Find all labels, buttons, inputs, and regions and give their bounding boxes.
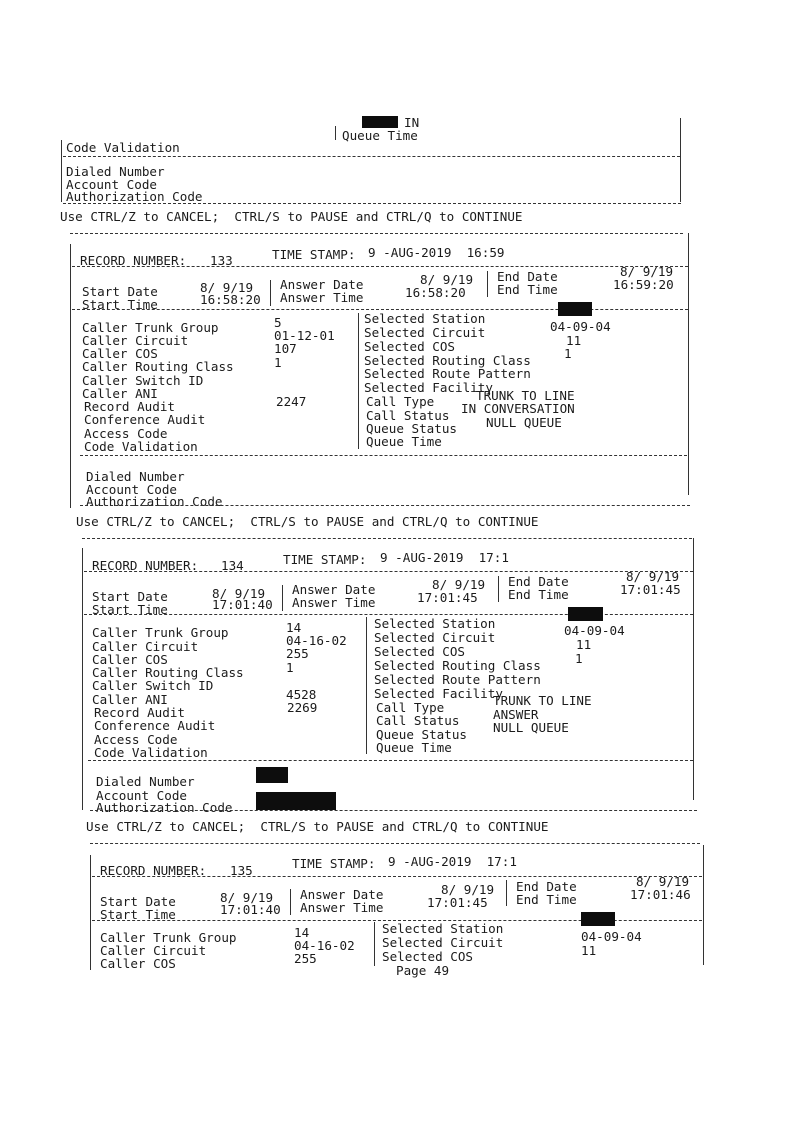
selected-routing-class-value: 1 — [575, 651, 583, 666]
column-divider — [487, 271, 488, 297]
dialed-number-label: Dialed Number — [86, 469, 185, 484]
redaction-block — [581, 912, 615, 926]
selected-cos-value: 11 — [581, 943, 597, 958]
queue-status-value: NULL QUEUE — [493, 720, 569, 735]
answer-date-label: Answer Date — [280, 277, 364, 292]
selected-cos-value: 11 — [576, 637, 592, 652]
record-number-label: RECORD NUMBER: — [100, 863, 207, 878]
box-right-edge — [703, 845, 704, 965]
caller-ani-label: Caller ANI — [82, 386, 158, 401]
selected-routing-class-value: 1 — [564, 346, 572, 361]
call-type-value: TRUNK TO LINE — [493, 693, 592, 708]
selected-station-label: Selected Station — [374, 616, 496, 631]
start-time-value: 17:01:40 — [220, 902, 281, 917]
divider-line — [84, 571, 693, 572]
start-time-value: 16:58:20 — [200, 292, 261, 307]
page-number: Page 49 — [396, 963, 450, 978]
selected-station-label: Selected Station — [382, 921, 504, 936]
end-time-label: End Time — [508, 587, 569, 602]
access-code-label: Access Code — [94, 732, 178, 747]
answer-date-value: 8/ 9/19 — [432, 577, 486, 592]
selected-circuit-value: 04-09-04 — [581, 929, 642, 944]
answer-time-label: Answer Time — [300, 900, 384, 915]
start-time-label: Start Time — [92, 602, 168, 617]
column-divider — [366, 617, 367, 754]
selected-route-pattern-label: Selected Route Pattern — [364, 366, 531, 381]
divider-line — [80, 505, 690, 506]
caller-cos-value: 255 — [286, 646, 309, 661]
caller-routing-class-label: Caller Routing Class — [82, 359, 234, 374]
access-code-label: Access Code — [84, 426, 168, 441]
caller-cos-label: Caller COS — [82, 346, 158, 361]
call-status-label: Call Status — [366, 408, 450, 423]
caller-routing-class-label: Caller Routing Class — [92, 665, 244, 680]
queue-status-value: NULL QUEUE — [486, 415, 562, 430]
divider-line — [82, 538, 692, 539]
caller-circuit-value: 01-12-01 — [274, 328, 335, 343]
authorization-code-label: Authorization Code — [66, 189, 203, 204]
call-status-label: Call Status — [376, 713, 460, 728]
selected-cos-label: Selected COS — [364, 339, 455, 354]
column-divider — [335, 126, 336, 140]
end-date-label: End Date — [516, 879, 577, 894]
selected-routing-class-label: Selected Routing Class — [364, 353, 531, 368]
box-right-edge — [688, 233, 689, 495]
selected-circuit-label: Selected Circuit — [364, 325, 486, 340]
caller-switch-id-label: Caller Switch ID — [92, 678, 214, 693]
caller-circuit-value: 04-16-02 — [286, 633, 347, 648]
end-date-value: 8/ 9/19 — [620, 264, 674, 279]
divider-line — [63, 203, 681, 204]
answer-time-value: 17:01:45 — [427, 895, 488, 910]
column-divider — [270, 280, 271, 306]
divider-line — [88, 760, 693, 761]
end-time-label: End Time — [516, 892, 577, 907]
caller-routing-class-value: 1 — [286, 660, 294, 675]
start-date-label: Start Date — [100, 894, 176, 909]
record-number-value: 133 — [210, 253, 233, 268]
start-date-value: 8/ 9/19 — [220, 890, 274, 905]
selected-facility-label: Selected Facility — [374, 686, 503, 701]
caller-trunk-group-value: 14 — [294, 925, 310, 940]
redacted-in-suffix: IN — [404, 115, 420, 130]
record-number-value: 135 — [230, 863, 253, 878]
answer-date-value: 8/ 9/19 — [420, 272, 474, 287]
time-stamp-label: TIME STAMP: — [292, 856, 376, 871]
caller-trunk-group-value: 5 — [274, 315, 282, 330]
column-divider — [374, 922, 375, 966]
account-code-label: Account Code — [66, 177, 157, 192]
divider-line — [72, 309, 688, 310]
end-time-value: 17:01:45 — [620, 582, 681, 597]
start-time-label: Start Time — [100, 907, 176, 922]
selected-station-label: Selected Station — [364, 311, 486, 326]
divider-line — [63, 156, 680, 157]
column-divider — [358, 313, 359, 449]
answer-date-label: Answer Date — [300, 887, 384, 902]
queue-time-label: Queue Time — [342, 128, 418, 143]
dialed-number-label: Dialed Number — [96, 774, 195, 789]
box-left-edge — [82, 548, 83, 810]
caller-switch-id-label: Caller Switch ID — [82, 373, 204, 388]
account-code-label: Account Code — [96, 788, 187, 803]
caller-trunk-group-value: 14 — [286, 620, 302, 635]
selected-circuit-label: Selected Circuit — [374, 630, 496, 645]
time-stamp-label: TIME STAMP: — [272, 247, 356, 262]
queue-time-label: Queue Time — [376, 740, 452, 755]
divider-line — [90, 843, 700, 844]
queue-status-label: Queue Status — [366, 421, 457, 436]
divider-line — [70, 233, 683, 234]
code-validation-label: Code Validation — [94, 745, 208, 760]
account-code-label: Account Code — [86, 482, 177, 497]
end-date-value: 8/ 9/19 — [636, 874, 690, 889]
answer-time-value: 16:58:20 — [405, 285, 466, 300]
conference-audit-label: Conference Audit — [84, 412, 206, 427]
box-left-edge — [61, 140, 62, 202]
selected-circuit-value: 04-09-04 — [550, 319, 611, 334]
start-date-value: 8/ 9/19 — [200, 280, 254, 295]
record-audit-value: 2269 — [287, 700, 318, 715]
redaction-block — [256, 792, 336, 810]
caller-circuit-label: Caller Circuit — [100, 943, 207, 958]
start-date-value: 8/ 9/19 — [212, 586, 266, 601]
caller-cos-label: Caller COS — [100, 956, 176, 971]
selected-routing-class-label: Selected Routing Class — [374, 658, 541, 673]
end-date-label: End Date — [497, 269, 558, 284]
answer-time-value: 17:01:45 — [417, 590, 478, 605]
time-stamp-value: 9 -AUG-2019 16:59 — [368, 245, 505, 260]
redaction-block — [256, 767, 288, 783]
time-stamp-label: TIME STAMP: — [283, 552, 367, 567]
start-time-value: 17:01:40 — [212, 597, 273, 612]
end-date-label: End Date — [508, 574, 569, 589]
authorization-code-label: Authorization Code — [96, 800, 233, 815]
record-audit-value: 2247 — [276, 394, 307, 409]
caller-trunk-group-label: Caller Trunk Group — [82, 320, 219, 335]
footer-instructions: Use CTRL/Z to CANCEL; CTRL/S to PAUSE and CTRL/Q to CONTINUE — [86, 819, 549, 834]
box-left-edge — [70, 244, 71, 508]
redaction-block — [558, 302, 592, 316]
authorization-code-label: Authorization Code — [86, 494, 223, 509]
caller-circuit-label: Caller Circuit — [92, 639, 199, 654]
selected-circuit-value: 04-09-04 — [564, 623, 625, 638]
column-divider — [498, 576, 499, 602]
caller-circuit-label: Caller Circuit — [82, 333, 189, 348]
selected-route-pattern-label: Selected Route Pattern — [374, 672, 541, 687]
call-type-label: Call Type — [376, 700, 445, 715]
divider-line — [92, 876, 702, 877]
call-status-value: IN CONVERSATION — [461, 401, 575, 416]
column-divider — [282, 585, 283, 611]
end-time-value: 17:01:46 — [630, 887, 691, 902]
answer-time-label: Answer Time — [280, 290, 364, 305]
code-validation-label: Code Validation — [84, 439, 198, 454]
call-type-value: TRUNK TO LINE — [476, 388, 575, 403]
caller-trunk-group-label: Caller Trunk Group — [100, 930, 237, 945]
queue-status-label: Queue Status — [376, 727, 467, 742]
time-stamp-value: 9 -AUG-2019 17:1 — [388, 854, 517, 869]
caller-routing-class-value: 1 — [274, 355, 282, 370]
record-audit-label: Record Audit — [84, 399, 175, 414]
conference-audit-label: Conference Audit — [94, 718, 216, 733]
column-divider — [290, 889, 291, 915]
selected-cos-value: 11 — [566, 333, 582, 348]
box-left-edge — [90, 855, 91, 970]
end-time-value: 16:59:20 — [613, 277, 674, 292]
answer-time-label: Answer Time — [292, 595, 376, 610]
record-number-label: RECORD NUMBER: — [80, 253, 187, 268]
caller-cos-label: Caller COS — [92, 652, 168, 667]
selected-circuit-label: Selected Circuit — [382, 935, 504, 950]
footer-instructions: Use CTRL/Z to CANCEL; CTRL/S to PAUSE and CTRL/Q to CONTINUE — [76, 514, 539, 529]
start-time-label: Start Time — [82, 297, 158, 312]
selected-facility-label: Selected Facility — [364, 380, 493, 395]
column-divider — [506, 880, 507, 906]
time-stamp-value: 9 -AUG-2019 17:1 — [380, 550, 509, 565]
queue-time-label: Queue Time — [366, 434, 442, 449]
redaction-block — [362, 116, 398, 128]
end-date-value: 8/ 9/19 — [626, 569, 680, 584]
divider-line — [90, 810, 697, 811]
answer-date-value: 8/ 9/19 — [441, 882, 495, 897]
footer-instructions: Use CTRL/Z to CANCEL; CTRL/S to PAUSE and CTRL/Q to CONTINUE — [60, 209, 523, 224]
dialed-number-label: Dialed Number — [66, 164, 165, 179]
record-audit-label: Record Audit — [94, 705, 185, 720]
record-number-value: 134 — [221, 558, 244, 573]
divider-line — [80, 455, 687, 456]
caller-ani-label: Caller ANI — [92, 692, 168, 707]
start-date-label: Start Date — [82, 284, 158, 299]
caller-cos-value: 255 — [294, 951, 317, 966]
code-validation-label: Code Validation — [66, 140, 180, 155]
end-time-label: End Time — [497, 282, 558, 297]
caller-cos-value: 107 — [274, 341, 297, 356]
record-number-label: RECORD NUMBER: — [92, 558, 199, 573]
selected-cos-label: Selected COS — [382, 949, 473, 964]
divider-line — [72, 266, 688, 267]
box-right-edge — [680, 118, 681, 202]
caller-ani-value: 4528 — [286, 687, 317, 702]
box-right-edge — [693, 538, 694, 800]
answer-date-label: Answer Date — [292, 582, 376, 597]
start-date-label: Start Date — [92, 589, 168, 604]
redaction-block — [568, 607, 603, 621]
selected-cos-label: Selected COS — [374, 644, 465, 659]
caller-trunk-group-label: Caller Trunk Group — [92, 625, 229, 640]
call-type-label: Call Type — [366, 394, 435, 409]
caller-circuit-value: 04-16-02 — [294, 938, 355, 953]
call-status-value: ANSWER — [493, 707, 539, 722]
